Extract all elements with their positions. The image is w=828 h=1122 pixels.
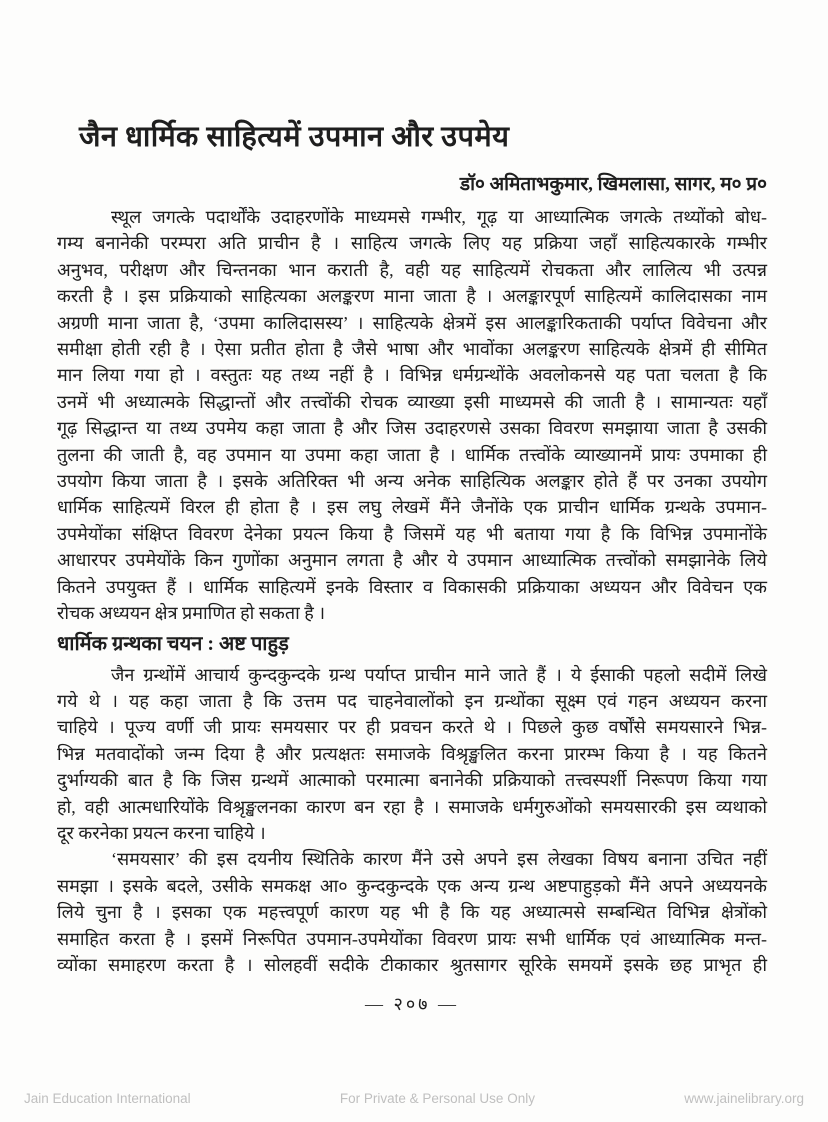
text-line: गूढ़ सिद्धान्त या तथ्य उपमेय कहा जाता है और जिस उदाहरणसे उसका विवरण समझाया जाता है उसकी <box>57 418 767 439</box>
text-line: दुर्भाग्यकी बात है कि जिस ग्रन्थमें आत्माको परमात्मा बनानेकी प्रक्रियाको तत्त्वस्पर्शी निरूपण किया गया <box>57 770 767 791</box>
footer-center-text: For Private & Personal Use Only <box>339 1091 535 1106</box>
text-line: समाहित करता है । इसमें निरूपित उपमान-उपमेयोंका विवरण प्रायः सभी धार्मिक एवं आध्यात्मिक मन्त- <box>57 928 767 949</box>
section-paragraph-1 <box>57 662 767 847</box>
text-line: उपयोग किया जाता है । इसके अतिरिक्त भी अन्य अनेक साहित्यिक अलङ्कार होते हैं पर उनका उपयोग <box>57 471 767 492</box>
text-line: गम्य बनानेकी परम्परा अति प्राचीन है । साहित्य जगत्के लिए यह प्रक्रिया जहाँ साहित्यकारके गम्भीर <box>57 233 767 254</box>
text-line: चाहिये । पूज्य वर्णी जी प्रायः समयसार पर ही प्रवचन करते थे । पिछले कुछ वर्षोंसे समयसारने भिन्न- <box>57 717 767 738</box>
text-line: रोचक अध्ययन क्षेत्र प्रमाणित हो सकता है । <box>57 603 326 624</box>
scan-footer <box>0 1091 828 1106</box>
section-heading: धार्मिक ग्रन्थका चयन : अष्ट पाहुड़ <box>57 632 289 655</box>
page-number: — २०७ — <box>364 994 460 1015</box>
text-line: तुलना की जाती है, वह उपमान या उपमा कहा जाता है । धार्मिक तत्त्वोंके व्याख्यानमें प्रायः उपमाका ही <box>57 444 767 465</box>
text-line: मान लिया गया हो । वस्तुतः यह तथ्य नहीं है । विभिन्न धर्मग्रन्थोंके अवलोकनसे यह पता चलता है कि <box>57 365 767 386</box>
text-line: हो, वही आत्मधारियोंके विश्रृङ्खलनका कारण बन रहा है । समाजके धर्मगुरुओंको समयसारकी इस व्यथाको <box>57 796 767 817</box>
text-line: कितने उपयुक्त हैं । धार्मिक साहित्यमें इनके विस्तार व विकासकी प्रक्रियाका अध्ययन और विवेचन एक <box>57 576 767 597</box>
text-line: उपमेयोंका संक्षिप्त विवरण देनेका प्रयत्न किया है जिसमें यह भी बताया गया है कि विभिन्न उपमानोंके <box>57 523 767 544</box>
text-line: आधारपर उपमेयोंके किन गुणोंका अनुमान लगता है और ये उपमान आध्यात्मिक तत्त्वोंको समझानेके लिये <box>57 550 767 571</box>
text-line: समीक्षा होती रही है । ऐसा प्रतीत होता है जैसे भाषा और भावोंका अलङ्करण साहित्यके क्षेत्रमें ही सीमित <box>57 339 767 360</box>
text-line: अग्रणी माना जाता है, ‘उपमा कालिदासस्य’ । साहित्यके क्षेत्रमें इस आलङ्कारिकताकी पर्याप्त विवेचना और <box>57 312 767 333</box>
footer-left-text: Jain Education International <box>24 1091 191 1106</box>
author-byline: डॉ० अमिताभकुमार, खिमलासा, सागर, म० प्र० <box>459 174 767 195</box>
text-line: करती है । इस प्रक्रियाको साहित्यका अलङ्करण माना जाता है । अलङ्कारपूर्ण साहित्यमें कालिदासका नाम <box>57 286 767 307</box>
text-line: धार्मिक साहित्यमें विरल ही होता है । इस लघु लेखमें मैंने जैनोंके एक प्राचीन धार्मिक ग्रन्थके उपमान- <box>57 497 767 518</box>
text-line: भिन्न मतवादोंको जन्म दिया है और प्रत्यक्षतः समाजके विश्रृङ्खलित करना प्रारम्भ किया है । यह कितने <box>57 743 767 764</box>
text-line: दूर करनेका प्रयत्न करना चाहिये । <box>57 822 266 843</box>
text-line: व्योंका समाहरण करता है । सोलहवीं सदीके टीकाकार श्रुतसागर सूरिके समयमें इसके छह प्राभृत ही <box>57 954 767 975</box>
text-line: अनुभव, परीक्षण और चिन्तनका भान कराती है, वही यह साहित्यमें रोचकता और लालित्य भी उत्पन्न <box>57 259 767 280</box>
text-line: जैन ग्रन्थोंमें आचार्य कुन्दकुन्दके ग्रन्थ पर्याप्त प्राचीन माने जाते हैं । ये ईसाकी पहलो सदीमें लिखे <box>111 664 767 685</box>
section-paragraph-2 <box>57 846 767 978</box>
text-line: गये थे । यह कहा जाता है कि उत्तम पद चाहनेवालोंको इन ग्रन्थोंका सूक्ष्म एवं गहन अध्ययन करना <box>57 690 767 711</box>
page-title: जैन धार्मिक साहित्यमें उपमान और उपमेय <box>79 121 510 153</box>
text-line: समझा । इसके बदले, उसीके समकक्ष आ० कुन्दकुन्दके एक अन्य ग्रन्थ अष्टपाहुड़को मैंने अपने अध्ययनके <box>57 875 767 896</box>
text-line: स्थूल जगत्के पदार्थोंके उदाहरणोंके माध्यमसे गम्भीर, गूढ़ या आध्यात्मिक जगत्के तथ्योंको बोध- <box>111 207 767 227</box>
intro-paragraph <box>57 204 767 627</box>
text-line: उनमें भी अध्यात्मके सिद्धान्तों और तत्त्वोंकी रोचक व्याख्या इसी माध्यमसे की जाती है । सामान्यतः यहाँ <box>57 391 767 412</box>
text-line: ‘समयसार’ की इस दयनीय स्थितिके कारण मैंने उसे अपने इस लेखका विषय बनाना उचित नहीं <box>111 849 767 870</box>
text-line: लिये चुना है । इसका एक महत्त्वपूर्ण कारण यह भी है कि यह अध्यात्मसे सम्बन्धित विभिन्न क्षेत्रोंको <box>57 902 767 923</box>
footer-right-text: www.jainelibrary.org <box>684 1091 804 1106</box>
